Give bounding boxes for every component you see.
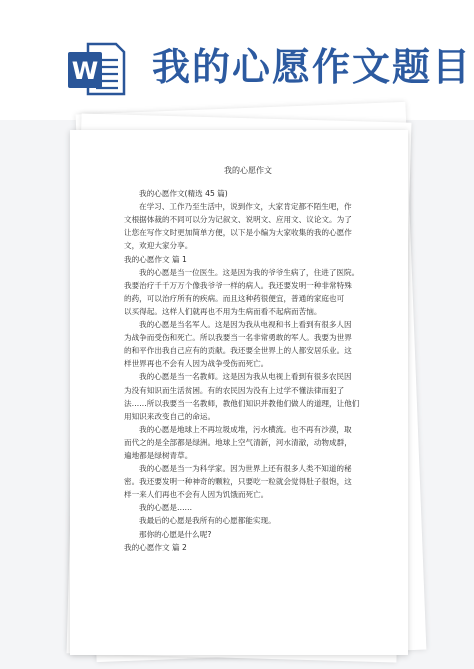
page-title: 我的心愿作文题目	[152, 44, 473, 89]
text-line: 为战争而受伤和死亡。所以我要当一名非常勇敢的军人。我要为世界	[124, 333, 352, 343]
text-line: 我的心愿是当名军人。这是因为我从电视和书上看到有很多人因	[139, 320, 352, 330]
text-line: 而代之的是全部都是绿洲。地球上空气清新，河水清澈，动物成群，	[124, 437, 352, 447]
text-line: 文，欢迎大家分享。	[124, 241, 193, 251]
text-line: 我的心愿是当一位医生。这是因为我的爷爷生病了，住进了医院。	[139, 267, 360, 277]
text-line: 我的心愿是当一为科学家。因为世界上还有很多人类不知道的秘	[139, 464, 352, 474]
text-line: 我的心愿作文 篇 2	[124, 542, 187, 552]
document-title: 我的心愿作文	[224, 166, 272, 175]
text-line: 为没有知识而生活贫困。有的农民因为没有上过学不懂法律而犯了	[124, 385, 345, 395]
text-line: 在学习、工作乃至生活中，说到作文，大家肯定都不陌生吧，作	[139, 202, 352, 212]
text-line: 我最后的心愿是我所有的心愿都能实现。	[139, 516, 276, 526]
text-line: 样世界再也不会有人因为战争受伤而死亡。	[124, 359, 269, 369]
text-line: 用知识来改变自己的命运。	[124, 411, 216, 421]
text-line: 我的心愿是当一名教师。这是因为我从电视上看到有很多农民因	[139, 372, 352, 382]
text-line: 我的心愿是……	[139, 503, 193, 513]
text-line: 密。我还要发明一种神奇的颗粒，只要吃一粒就会觉得肚子很饱，这	[124, 477, 352, 487]
document-text	[124, 187, 372, 554]
document-page	[70, 130, 408, 655]
text-line: 我的心愿是地球上不再垃圾成堆，污水横流。也不再有沙漠，取	[139, 424, 352, 434]
text-line: 以买得起。这样人们就再也不用为生病而看不起病而苦恼。	[124, 306, 322, 316]
text-line: 样一来人们再也不会有人因为饥饿而死亡。	[124, 490, 269, 500]
word-document-icon	[66, 38, 128, 100]
text-line: 法……所以我要当一名教师，教他们知识并教他们做人的道理，让他们	[124, 398, 360, 408]
text-line: 遍地都是绿树青草。	[124, 450, 193, 460]
text-line: 的药，可以治疗所有的疾病。而且这种药很便宜，普通的家庭也可	[124, 293, 345, 303]
text-line: 那你的心愿是什么呢?	[139, 529, 212, 539]
text-line: 的和平作出我自己应有的贡献。我还要全世界上的人都安居乐业。这	[124, 346, 352, 356]
text-line: 我的心愿作文(精选 45 篇)	[139, 189, 228, 199]
text-line: 我的心愿作文 篇 1	[124, 254, 187, 264]
word-icon-letter: W	[71, 57, 99, 85]
text-line: 文根据体裁的不同可以分为记叙文、说明文、应用文、议论文。为了	[124, 215, 352, 225]
document-body	[124, 164, 372, 554]
text-line: 让您在写作文时更加简单方便，以下是小编为大家收集的我的心愿作	[124, 228, 352, 238]
text-line: 我要治疗千千万万个像我爷爷一样的病人。我还要发明一种非常特殊	[124, 280, 352, 290]
